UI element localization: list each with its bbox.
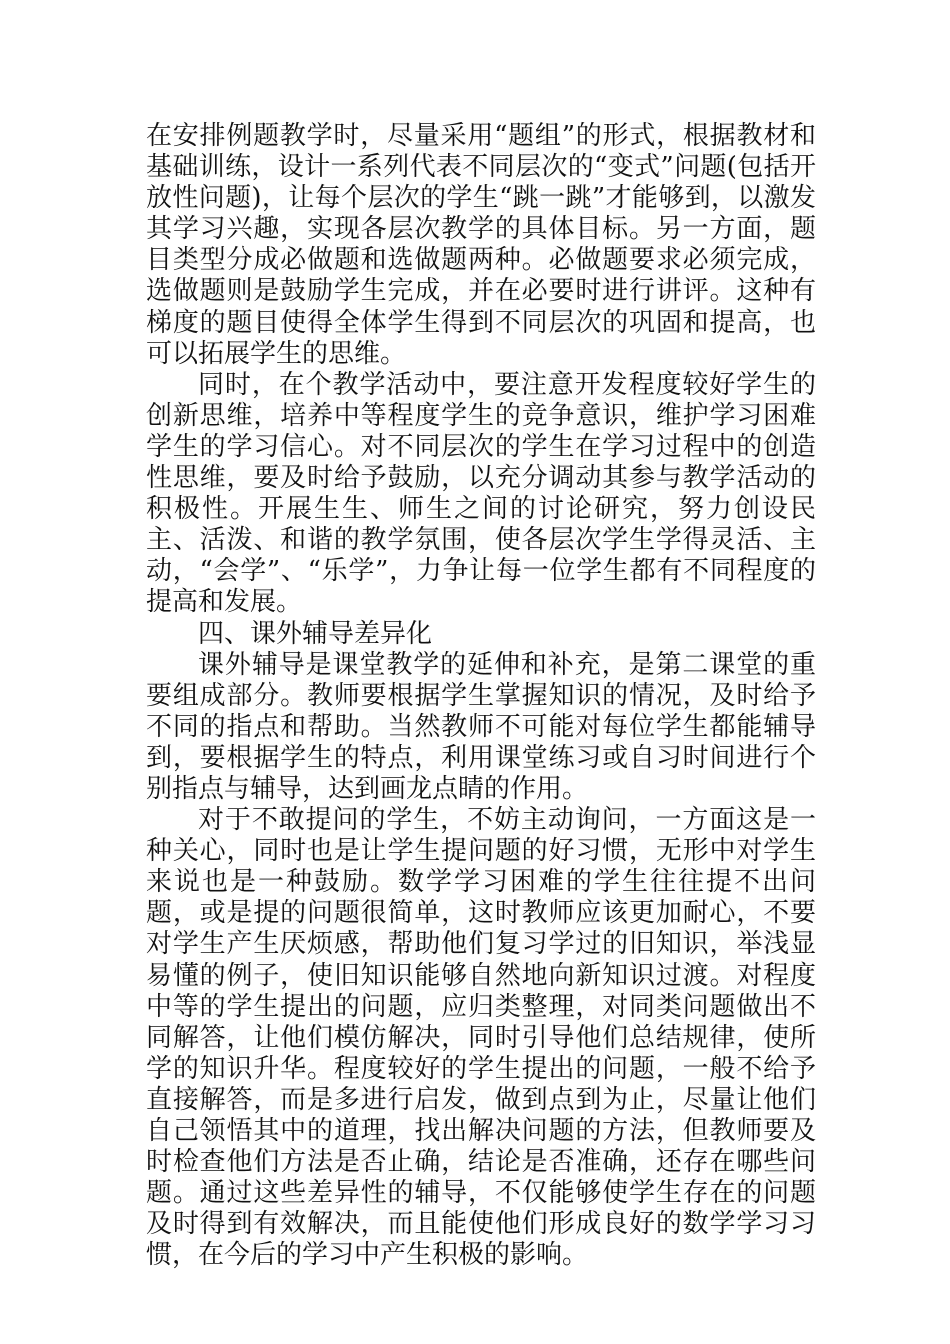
paragraph-exercise-groups: 在安排例题教学时，尽量采用“题组”的形式，根据教材和基础训练，设计一系列代表不同层次的“变式”问题(包括开放性问题)，让每个层次的学生“跳一跳”才能够到，以激发其学习兴趣，实现各层次教学的具体目标。另一方面，题目类型分成必做题和选做题两种。必做题要求必须完成，选做题则是鼓励学生完成，并在必要时进行讲评。这种有梯度的题目使得全体学生得到不同层次的巩固和提高，也可以拓展学生的思维。 bbox=[146, 121, 816, 369]
paragraph-teaching-activities: 同时，在个教学活动中，要注意开发程度较好学生的创新思维，培养中等程度学生的竞争意识，维护学习困难学生的学习信心。对不同层次的学生在学习过程中的创造性思维，要及时给予鼓励，以充分调动其参与教学活动的积极性。开展生生、师生之间的讨论研究，努力创设民主、活泼、和谐的教学氛围，使各层次学生学得灵活、主动，“会学”、“乐学”，力争让每一位学生都有不同程度的提高和发展。 bbox=[146, 369, 816, 618]
paragraph-tutoring-intro: 课外辅导是课堂教学的延伸和补充，是第二课堂的重要组成部分。教师要根据学生掌握知识的情况，及时给予不同的指点和帮助。当然教师不可能对每位学生都能辅导到，要根据学生的特点，利用课堂练习或自习时间进行个别指点与辅导，达到画龙点睛的作用。 bbox=[146, 649, 816, 804]
document-body bbox=[146, 121, 816, 1271]
paragraph-tutoring-questions: 对于不敢提问的学生，不妨主动询问，一方面这是一种关心，同时也是让学生提问题的好习惯，无形中对学生来说也是一种鼓励。数学学习困难的学生往往提不出问题，或是提的问题很简单，这时教师应该更加耐心，不要对学生产生厌烦感，帮助他们复习学过的旧知识，举浅显易懂的例子，使旧知识能够自然地向新知识过渡。对程度中等的学生提出的问题，应归类整理，对同类问题做出不同解答，让他们模仿解决，同时引导他们总结规律，使所学的知识升华。程度较好的学生提出的问题，一般不给予直接解答，而是多进行启发，做到点到为止，尽量让他们自己领悟其中的道理，找出解决问题的方法，但教师要及时检查他们方法是否止确，结论是否准确，还存在哪些问题。通过这些差异性的辅导，不仅能够使学生存在的问题及时得到有效解决，而且能使他们形成良好的数学学习习惯，在今后的学习中产生积极的影响。 bbox=[146, 805, 816, 1271]
section-heading-tutoring: 四、课外辅导差异化 bbox=[198, 618, 433, 649]
